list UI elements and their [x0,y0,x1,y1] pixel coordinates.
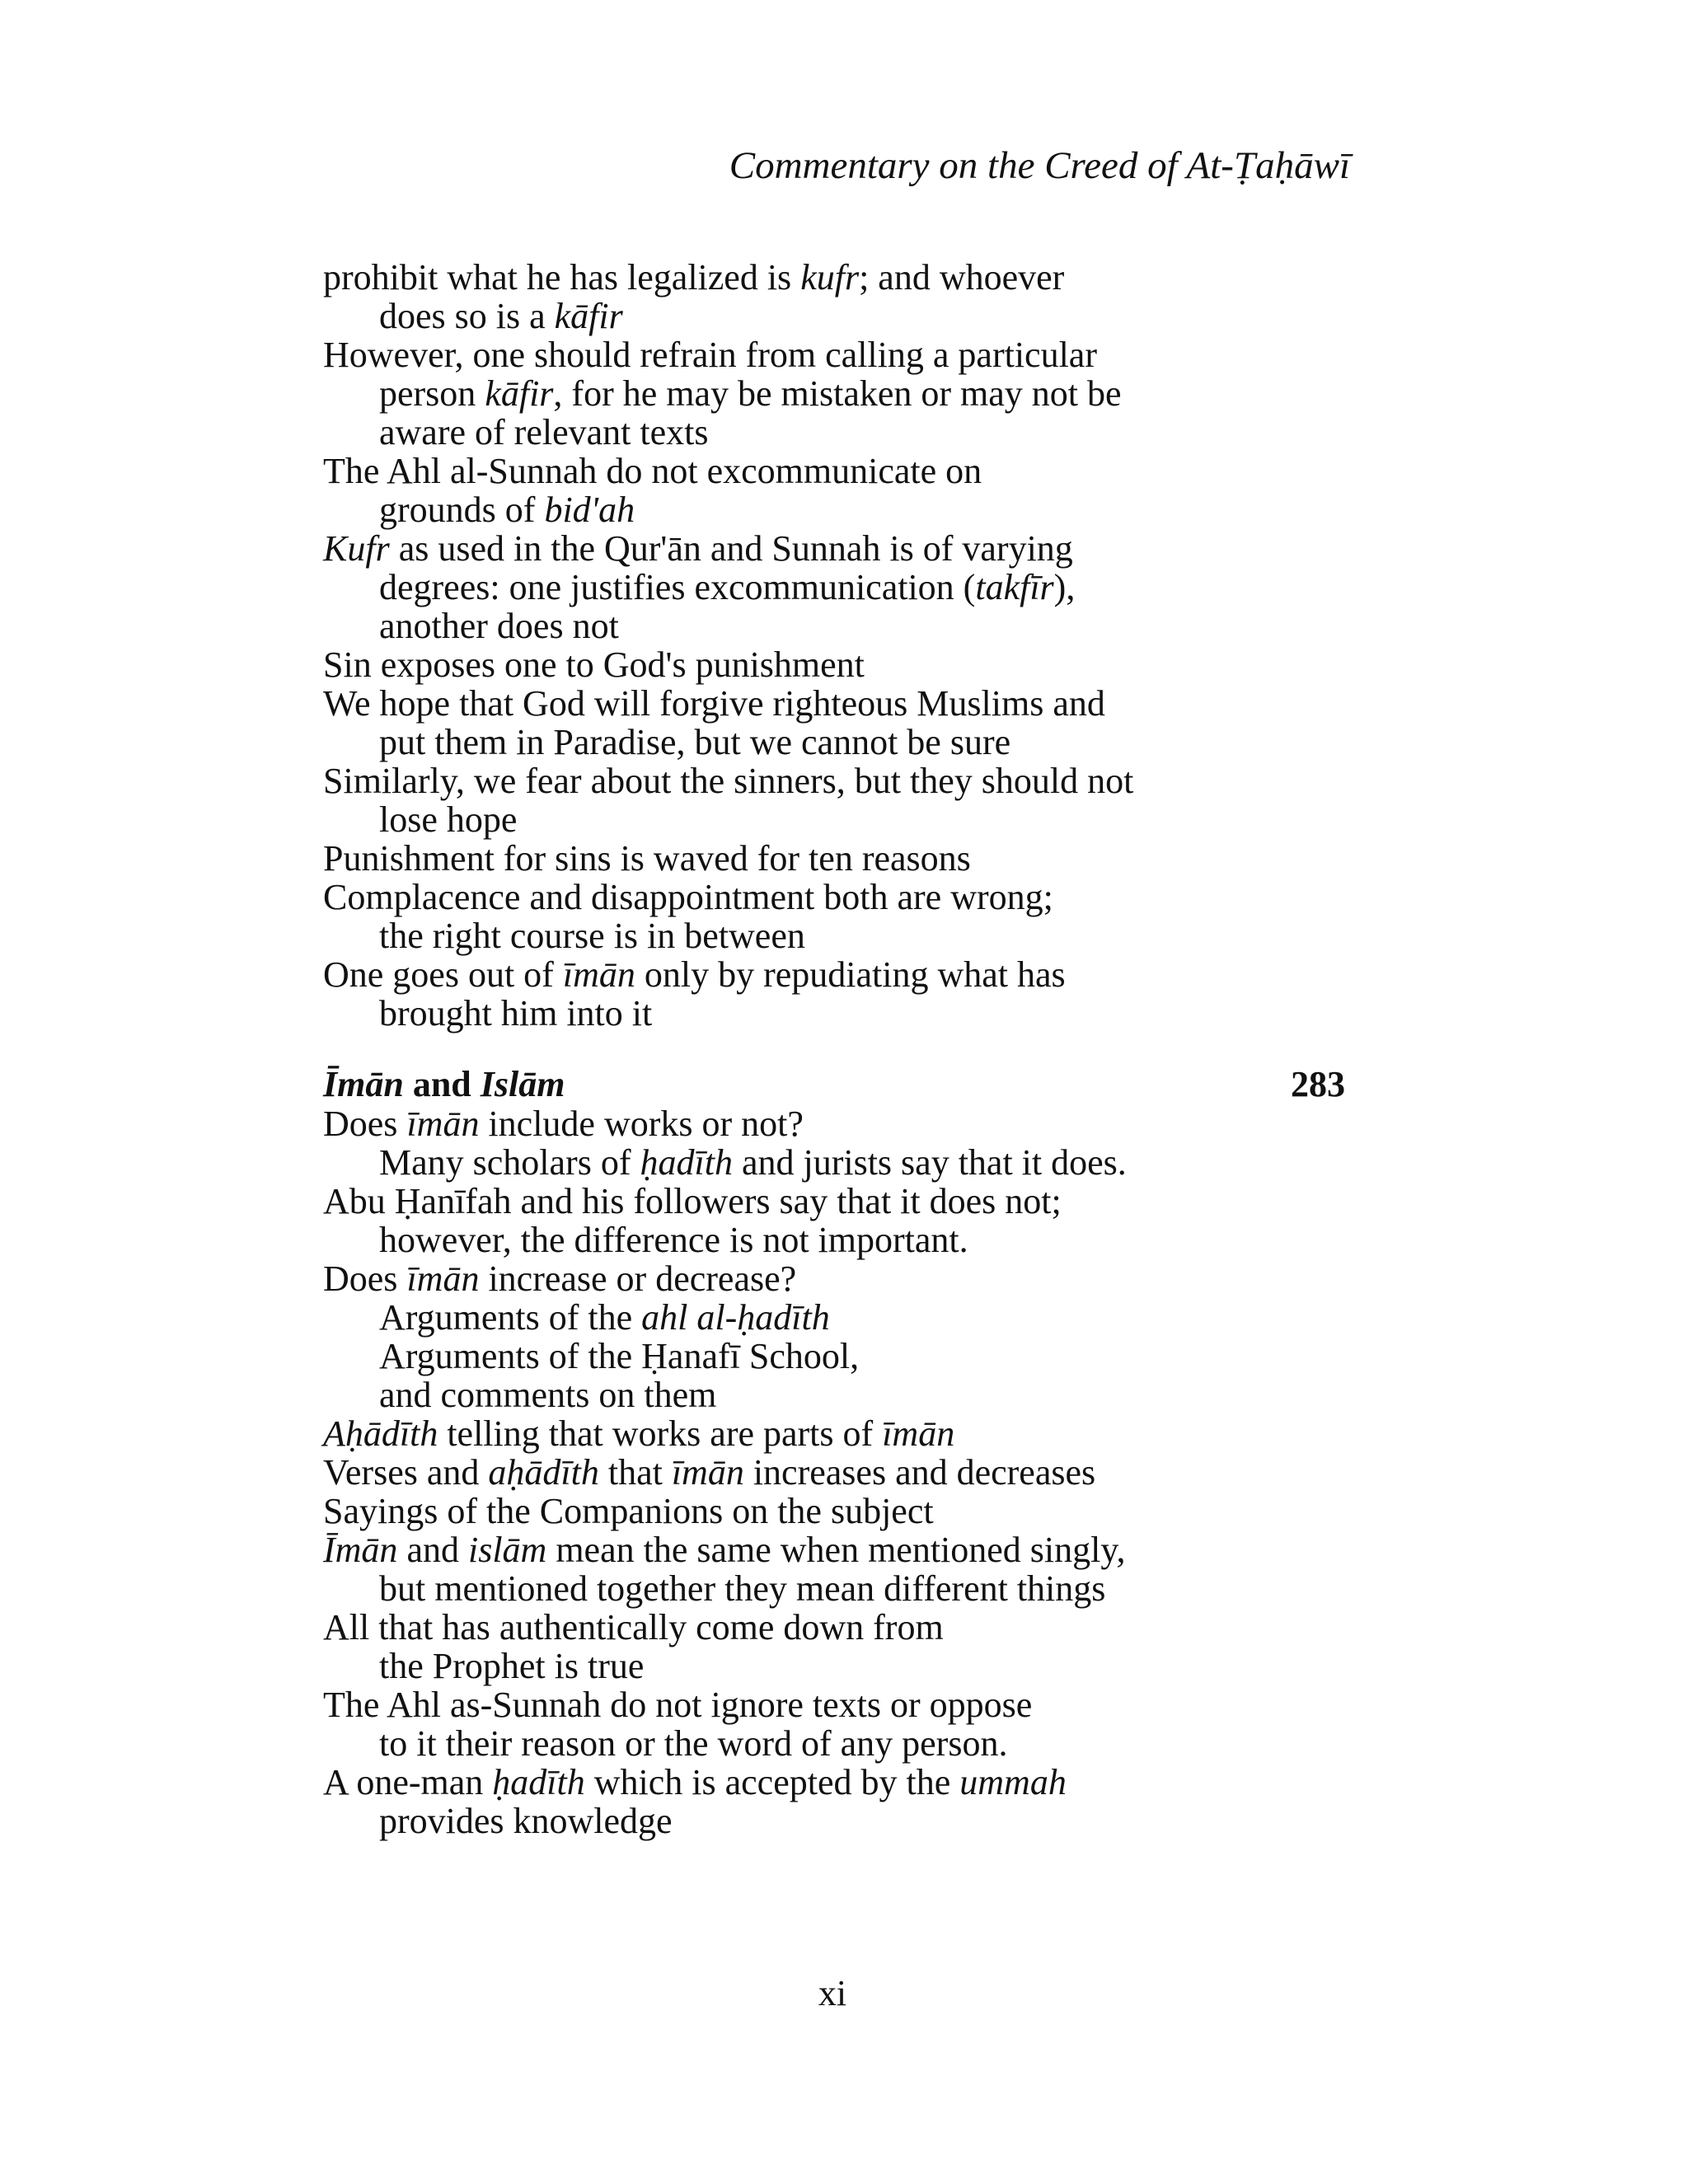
toc-subentry: Many scholars of ḥadīth and jurists say that it does. [379,1142,1127,1183]
toc-entry: Abu Ḥanīfah and his followers say that it does not; however, the difference is not important. [323,1181,1062,1260]
toc-entry: Verses and aḥādīth that īmān increases and decreases [323,1452,1096,1493]
page-footer-number: xi [818,1973,847,2013]
toc-entry: One goes out of īmān only by repudiating what has brought him into it [323,954,1066,1033]
toc-entry: Does īmān include works or not? [323,1104,804,1144]
toc-entry: We hope that God will forgive righteous Muslims and put them in Paradise, but we cannot be sure [323,683,1105,762]
section-heading [323,1065,1345,1104]
toc-entry: All that has authentically come down from the Prophet is true [323,1607,944,1686]
toc-entry: Complacence and disappointment both are wrong; the right course is in between [323,877,1053,956]
toc-entry: Aḥādīth telling that works are parts of īmān [323,1413,955,1454]
contents-block-2 [323,1104,1378,1840]
section-title: Īmān and Islām [323,1064,565,1104]
toc-entry: prohibit what he has legalized is kufr; and whoever does so is a kāfir [323,257,1065,336]
toc-entry: A one-man ḥadīth which is accepted by the ummah provides knowledge [323,1762,1067,1841]
toc-entry: Sin exposes one to God's punishment [323,644,865,685]
toc-entry: Punishment for sins is waved for ten reasons [323,838,971,879]
toc-entry: Does īmān increase or decrease? [323,1258,797,1299]
section-page-number: 283 [1291,1064,1345,1104]
toc-entry: Similarly, we fear about the sinners, but they should not lose hope [323,761,1134,840]
contents-block-1 [323,258,1378,1033]
toc-entry: Kufr as used in the Qur'ān and Sunnah is of varying degrees: one justifies excommunication (takfīr), another does not [323,528,1076,646]
toc-entry: Īmān and islām mean the same when mentioned singly, but mentioned together they mean different things [323,1530,1126,1609]
toc-entry: However, one should refrain from calling a particular person kāfir, for he may be mistaken or may not be aware of relevant texts [323,335,1122,452]
toc-entry: Sayings of the Companions on the subject [323,1491,934,1531]
toc-entry: The Ahl al-Sunnah do not excommunicate on grounds of bid'ah [323,451,982,530]
toc-entry: The Ahl as-Sunnah do not ignore texts or oppose to it their reason or the word of any person. [323,1685,1033,1764]
toc-subentry: Arguments of the ahl al-ḥadīth [379,1297,830,1338]
running-head: Commentary on the Creed of At-Ṭaḥāwī [729,144,1350,187]
toc-subentry: Arguments of the Ḥanafī School, and comments on them [379,1336,860,1415]
